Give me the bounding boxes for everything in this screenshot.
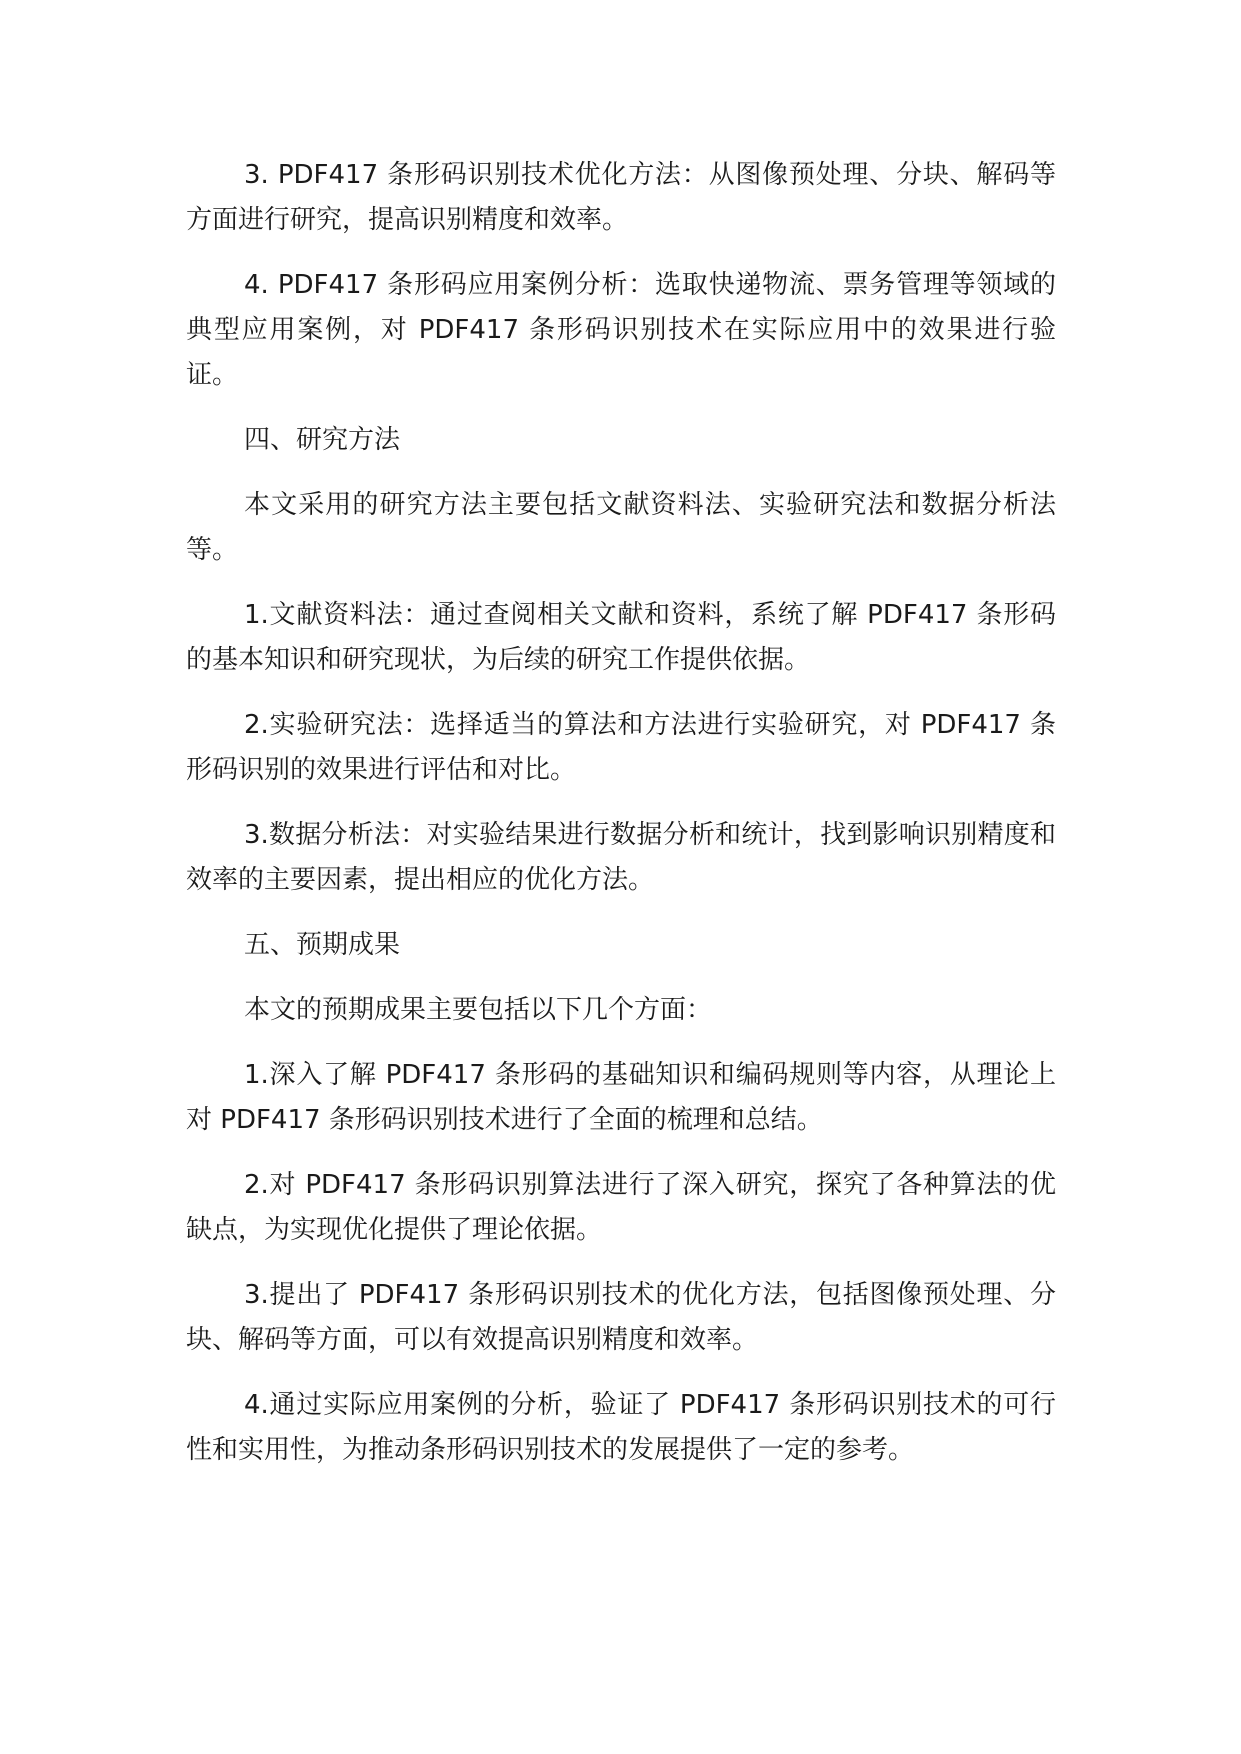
paragraph-result-3: 3.提出了 PDF417 条形码识别技术的优化方法，包括图像预处理、分块、解码等方面，可以有效提高识别精度和效率。	[186, 1280, 1056, 1355]
paragraph-result-1: 1.深入了解 PDF417 条形码的基础知识和编码规则等内容，从理论上对 PDF417 条形码识别技术进行了全面的梳理和总结。	[186, 1060, 1056, 1135]
document-body	[186, 153, 1056, 1493]
paragraph-optimization-method: 3. PDF417 条形码识别技术优化方法：从图像预处理、分块、解码等方面进行研究，提高识别精度和效率。	[186, 160, 1056, 235]
paragraph-case-analysis: 4. PDF417 条形码应用案例分析：选取快递物流、票务管理等领域的典型应用案例，对 PDF417 条形码识别技术在实际应用中的效果进行验证。	[186, 270, 1056, 390]
paragraph-literature-method: 1.文献资料法：通过查阅相关文献和资料，系统了解 PDF417 条形码的基本知识和研究现状，为后续的研究工作提供依据。	[186, 600, 1056, 675]
paragraph-data-analysis-method: 3.数据分析法：对实验结果进行数据分析和统计，找到影响识别精度和效率的主要因素，提出相应的优化方法。	[186, 820, 1056, 895]
section-heading-expected-results: 五、预期成果	[244, 930, 401, 960]
paragraph-methods-intro: 本文采用的研究方法主要包括文献资料法、实验研究法和数据分析法等。	[186, 490, 1056, 565]
paragraph-experimental-method: 2.实验研究法：选择适当的算法和方法进行实验研究，对 PDF417 条形码识别的效果进行评估和对比。	[186, 710, 1056, 785]
paragraph-result-4: 4.通过实际应用案例的分析，验证了 PDF417 条形码识别技术的可行性和实用性，为推动条形码识别技术的发展提供了一定的参考。	[186, 1390, 1056, 1465]
paragraph-results-intro: 本文的预期成果主要包括以下几个方面：	[244, 995, 713, 1025]
paragraph-result-2: 2.对 PDF417 条形码识别算法进行了深入研究，探究了各种算法的优缺点，为实现优化提供了理论依据。	[186, 1170, 1056, 1245]
section-heading-research-methods: 四、研究方法	[244, 425, 401, 455]
